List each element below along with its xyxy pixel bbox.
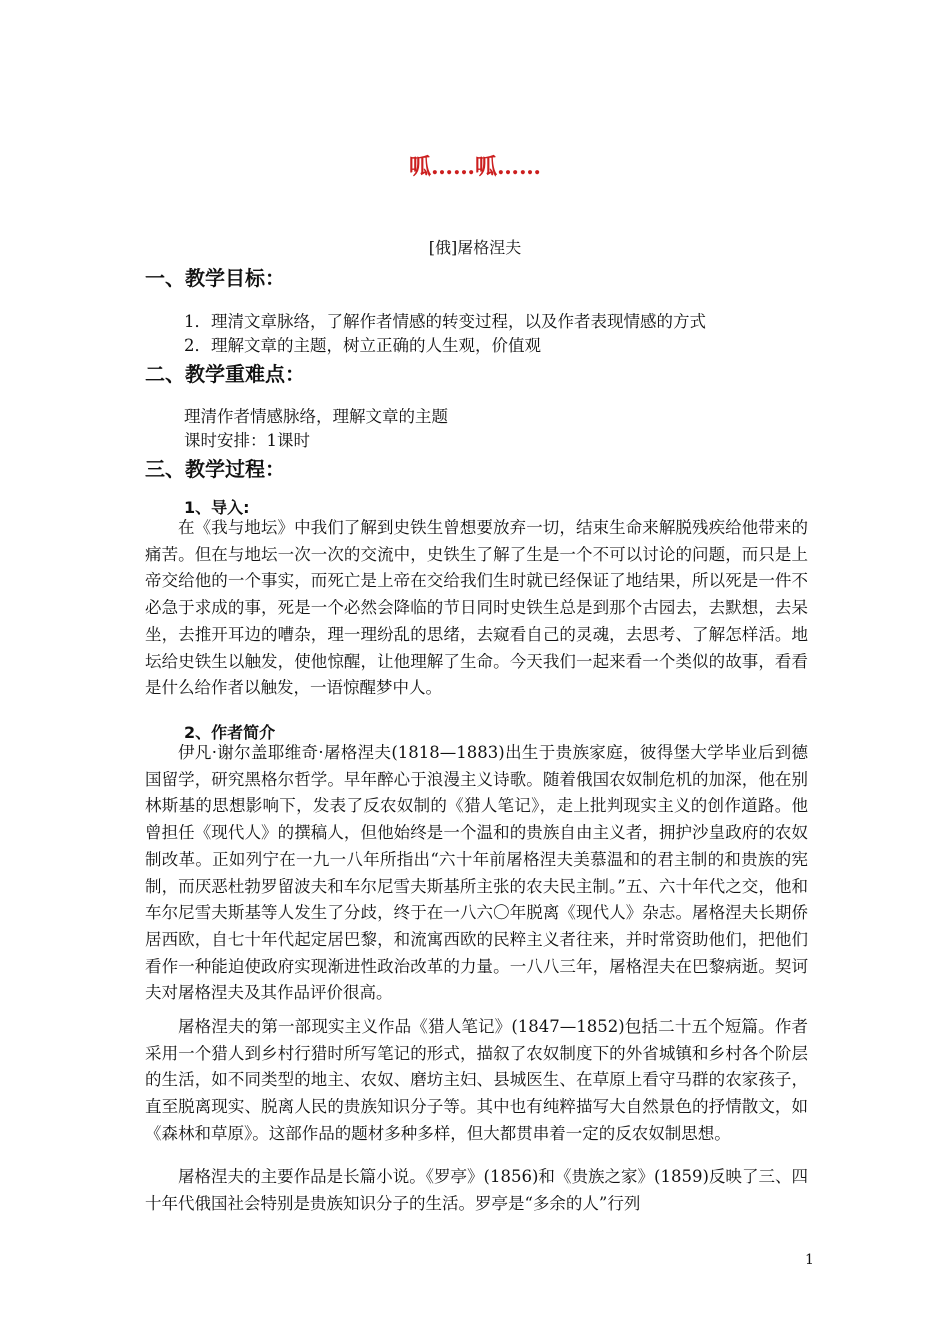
author-bio-paragraph-2: 屠格涅夫的第一部现实主义作品《猎人笔记》(1847—1852)包括二十五个短篇。作者采用一个猎人到乡村行猎时所写笔记的形式，描叙了农奴制度下的外省城镇和乡村各个阶层的生活，如不同类型的地主、农奴、磨坊主妇、县城医生、在草原上看守马群的农家孩子，直至脱离现实、脱离人民的贵族知识分子等。其中也有纯粹描写大自然景色的抒情散文，如《森林和草原》。这部作品的题材多种多样，但大都贯串着一定的反农奴制思想。 bbox=[145, 1017, 808, 1143]
goal-item-2: 2．理解文章的主题，树立正确的人生观，价值观 bbox=[184, 336, 541, 355]
section-heading-goals: 一、教学目标： bbox=[145, 266, 285, 290]
section-heading-key-points: 二、教学重难点： bbox=[145, 362, 305, 386]
author-bio-paragraph-1: 伊凡·谢尔盖耶维奇·屠格涅夫(1818—1883)出生于贵族家庭，彼得堡大学毕业后到德国留学，研究黑格尔哲学。早年醉心于浪漫主义诗歌。随着俄国农奴制危机的加深，他在别林斯基的思想影响下，发表了反农奴制的《猎人笔记》，走上批判现实主义的创作道路。他曾担任《现代人》的撰稿人，但他始终是一个温和的贵族自由主义者，拥护沙皇政府的农奴制改革。正如列宁在一九一八年所指出“六十年前屠格涅夫美慕温和的君主制的和贵族的宪制，而厌恶杜勃罗留波夫和车尔尼雪夫斯基所主张的农夫民主制。”五、六十年代之交，他和车尔尼雪夫斯基等人发生了分歧，终于在一八六〇年脱离《现代人》杂志。屠格涅夫长期侨居西欧，自七十年代起定居巴黎，和流寓西欧的民粹主义者往来，并时常资助他们，把他们看作一种能迫使政府实现渐进性政治改革的力量。一八八三年，屠格涅夫在巴黎病逝。契诃夫对屠格涅夫及其作品评价很高。 bbox=[145, 743, 808, 1003]
author-bio-paragraph-3: 屠格涅夫的主要作品是长篇小说。《罗亭》(1856)和《贵族之家》(1859)反映了三、四十年代俄国社会特别是贵族知识分子的生活。罗亭是“多余的人”行列 bbox=[145, 1167, 808, 1213]
author-line: [俄]屠格涅夫 bbox=[428, 238, 522, 257]
section-heading-process: 三、教学过程： bbox=[145, 457, 285, 481]
key-point-line: 理清作者情感脉络，理解文章的主题 bbox=[184, 407, 448, 426]
subheading-author-bio: 2、作者简介 bbox=[184, 723, 276, 742]
schedule-line: 课时安排：1课时 bbox=[184, 431, 310, 450]
introduction-paragraph: 在《我与地坛》中我们了解到史铁生曾想要放弃一切，结束生命来解脱残疾给他带来的痛苦。但在与地坛一次一次的交流中，史铁生了解了生是一个不可以讨论的问题，而只是上帝交给他的一个事实，而死亡是上帝在交给我们生时就已经保证了地结果，所以死是一件不必急于求成的事，死是一个必然会降临的节日同时史铁生总是到那个古园去，去默想，去呆坐，去推开耳边的嘈杂，理一理纷乱的思绪，去窥看自己的灵魂，去思考、了解怎样活。地坛给史铁生以触发，使他惊醒，让他理解了生命。今天我们一起来看一个类似的故事，看看是什么给作者以触发，一语惊醒梦中人。 bbox=[145, 518, 808, 698]
page-number: 1 bbox=[805, 1252, 814, 1268]
subheading-introduction: 1、导入: bbox=[184, 498, 250, 517]
document-title: 呱……呱…… bbox=[408, 154, 541, 180]
goal-item-1: 1．理清文章脉络，了解作者情感的转变过程，以及作者表现情感的方式 bbox=[184, 312, 706, 331]
